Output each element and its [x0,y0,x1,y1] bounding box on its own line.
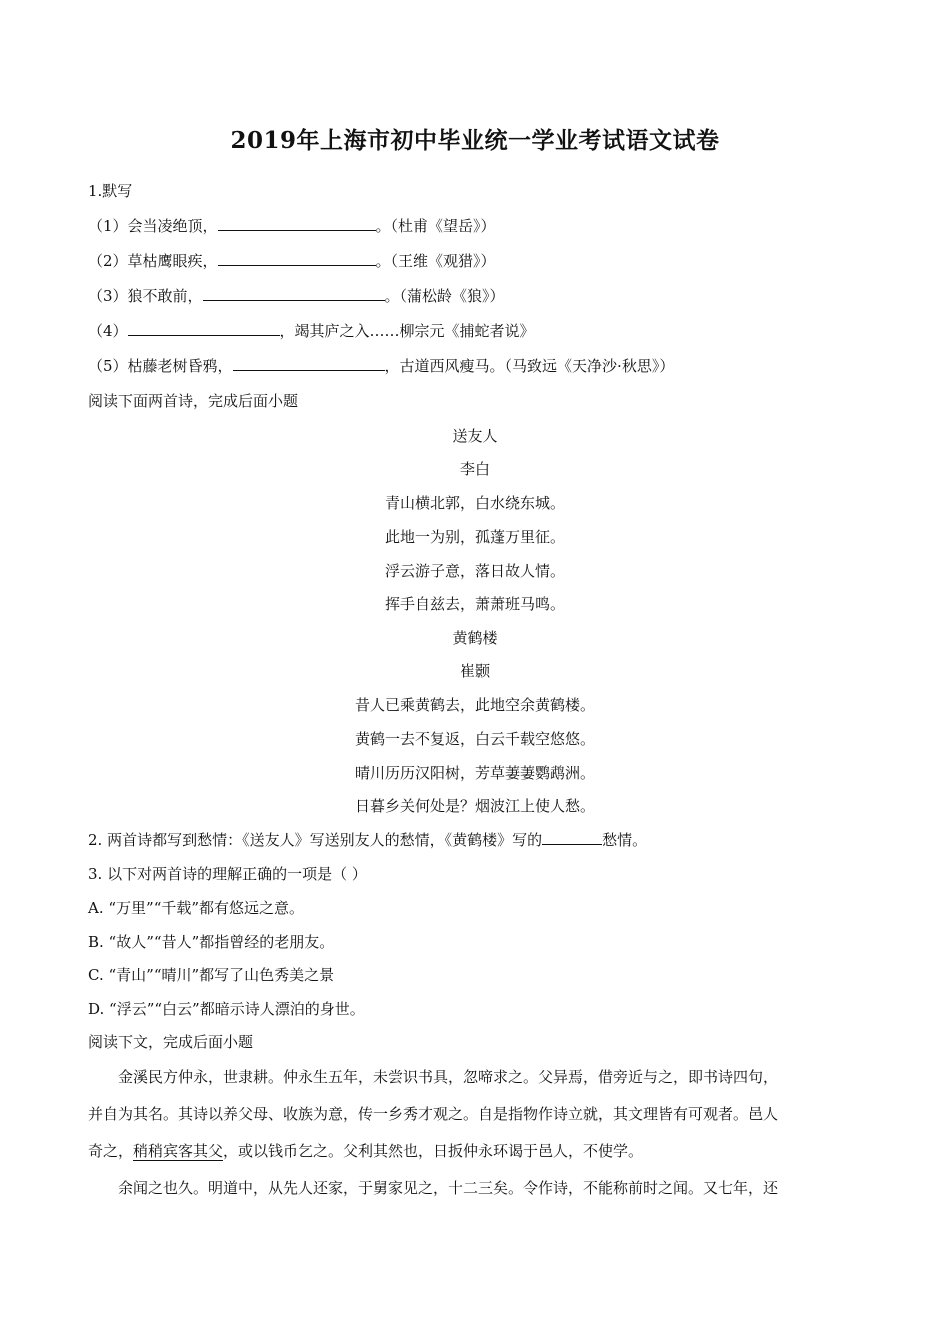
poem2-line-3: 晴川历历汉阳树，芳草萋萋鹦鹉洲。 [354,764,595,782]
poem2-line-1: 昔人已乘黄鹤去，此地空余黄鹤楼。 [354,696,595,714]
q1-item-4-pre: （4） [88,322,128,340]
poems-intro: 阅读下面两首诗，完成后面小题 [88,392,299,410]
q1-item-1 [88,216,496,236]
q1-item-1-pre: （1）会当凌绝顶， [88,217,218,235]
prose-intro: 阅读下文，完成后面小题 [88,1033,254,1051]
poem2-title: 黄鹤楼 [452,629,498,647]
q1-item-1-post: 。（杜甫《望岳》） [375,217,496,235]
q3-stem: 3. 以下对两首诗的理解正确的一项是（ ） [88,865,367,883]
q1-item-2 [88,251,496,271]
q1-item-4-post: ，竭其庐之入……柳宗元《捕蛇者说》 [279,322,535,340]
poem1-line-2: 此地一为别，孤蓬万里征。 [384,528,565,546]
poem1-line-4: 挥手自兹去，萧萧班马鸣。 [384,595,565,613]
q1-item-5-pre: （5）枯藤老树昏鸦， [88,357,233,375]
q1-item-3 [88,286,505,306]
prose-line-3-pre: 奇之， [88,1142,134,1160]
q1-item-5 [88,356,674,376]
page-title: 2019年上海市初中毕业统一学业考试语文试卷 [230,127,720,154]
q1-heading: 1.默写 [88,182,133,200]
prose-line-1: 金溪民方仲永，世隶耕。仲永生五年，未尝识书具，忽啼求之。父异焉，借旁近与之，即书诗四句， [118,1068,779,1086]
q3-option-c[interactable]: C. “青山”“晴川”都写了山色秀美之景 [88,966,335,984]
answer-blank-5[interactable] [233,356,385,371]
q3-option-a[interactable]: A. “万里”“千载”都有悠远之意。 [88,899,305,917]
q3-option-b[interactable]: B. “故人”“昔人”都指曾经的老朋友。 [88,933,335,951]
prose-line-3 [88,1141,868,1161]
poem1-line-1: 青山横北郭，白水绕东城。 [384,494,565,512]
prose-line-3-post: ，或以钱币乞之。父利其然也，日扳仲永环谒于邑人，不使学。 [223,1142,644,1160]
q1-item-3-post: 。（蒲松龄《狼》） [384,287,505,305]
poem1-title: 送友人 [452,427,498,445]
answer-blank-3[interactable] [203,286,385,301]
q2-post: 愁情。 [602,831,648,849]
poem2-line-4: 日暮乡关何处是？烟波江上使人愁。 [354,797,595,815]
prose-line-4: 余闻之也久。明道中，从先人还家，于舅家见之，十二三矣。令作诗，不能称前时之闻。又七年，还 [118,1179,779,1197]
poem1-author: 李白 [459,460,490,478]
q1-item-2-pre: （2）草枯鹰眼疾， [88,252,218,270]
q1-item-4 [88,321,535,341]
q1-item-3-pre: （3）狼不敢前， [88,287,203,305]
underlined-phrase: 稍稍宾客其父 [133,1142,224,1160]
q2 [88,830,647,850]
q2-pre: 2. 两首诗都写到愁情：《送友人》写送别友人的愁情，《黄鹤楼》写的 [88,831,543,849]
answer-blank-1[interactable] [218,216,376,231]
q2-answer-blank[interactable] [542,830,602,845]
poem1-line-3: 浮云游子意，落日故人情。 [384,562,565,580]
q1-item-5-post: ，古道西风瘦马。（马致远《天净沙·秋思》） [384,357,675,375]
prose-line-2: 并自为其名。其诗以养父母、收族为意，传一乡秀才观之。自是指物作诗立就，其文理皆有可观者。邑人 [88,1105,779,1123]
q3-option-d[interactable]: D. “浮云”“白云”都暗示诗人漂泊的身世。 [88,1000,365,1018]
poem2-author: 崔颢 [459,662,490,680]
q1-item-2-post: 。（王维《观猎》） [375,252,496,270]
poem2-line-2: 黄鹤一去不复返，白云千载空悠悠。 [354,730,595,748]
answer-blank-4[interactable] [128,321,280,336]
answer-blank-2[interactable] [218,251,376,266]
